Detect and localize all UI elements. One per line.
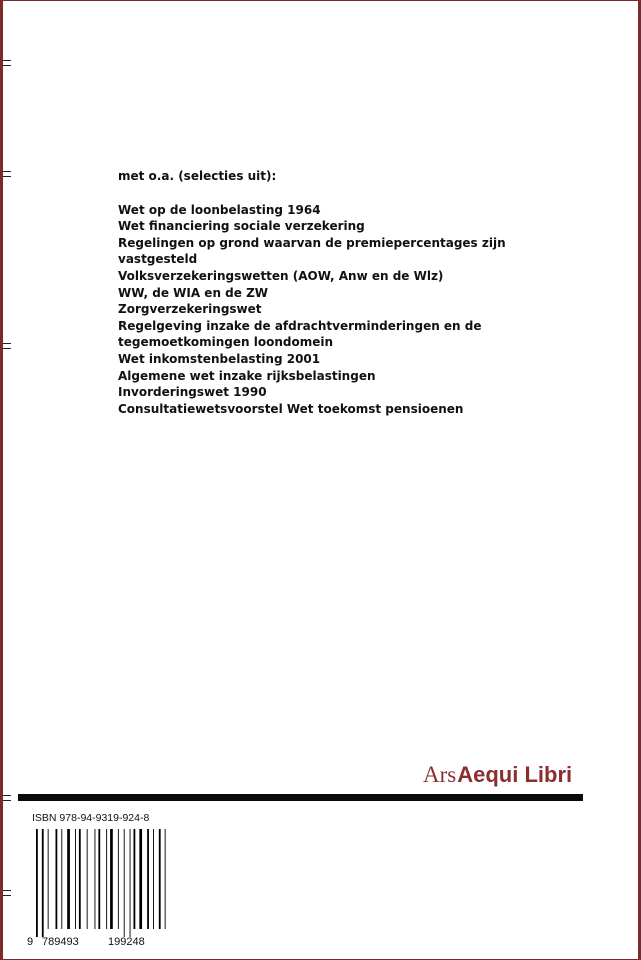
crop-mark bbox=[3, 171, 11, 177]
barcode-bar bbox=[165, 829, 166, 929]
isbn-label: ISBN 978-94-9319-924-8 bbox=[32, 812, 150, 824]
barcode-left-digits: 789493 bbox=[42, 936, 79, 948]
law-item: Volksverzekeringswetten (AOW, Anw en de Wlz) bbox=[118, 268, 444, 283]
law-item: tegemoetkomingen loondomein bbox=[118, 335, 334, 350]
law-item: Wet inkomstenbelasting 2001 bbox=[118, 351, 321, 366]
law-item: WW, de WIA en de ZW bbox=[118, 285, 269, 300]
barcode-bar bbox=[124, 829, 125, 937]
crop-mark bbox=[3, 343, 11, 349]
law-list bbox=[118, 202, 538, 418]
crop-mark bbox=[3, 60, 11, 66]
law-item: Regelgeving inzake de afdrachtverminderingen en de bbox=[118, 318, 482, 333]
barcode-bar bbox=[48, 829, 49, 929]
isbn-barcode bbox=[24, 829, 170, 949]
law-item: Wet financiering sociale verzekering bbox=[118, 219, 365, 234]
law-item: Algemene wet inzake rijksbelastingen bbox=[118, 368, 376, 383]
barcode-bar bbox=[130, 829, 131, 937]
crop-mark bbox=[3, 795, 11, 801]
contents-block bbox=[118, 168, 538, 417]
barcode-bar bbox=[110, 829, 113, 929]
publisher-logo-ars: Ars bbox=[423, 762, 457, 787]
barcode-lead-digit: 9 bbox=[27, 936, 34, 948]
law-item: Consultatiewetsvoorstel Wet toekomst pensioenen bbox=[118, 401, 464, 416]
law-item: Wet op de loonbelasting 1964 bbox=[118, 202, 321, 217]
contents-intro: met o.a. (selecties uit): bbox=[118, 169, 277, 183]
barcode-bar bbox=[61, 829, 62, 929]
barcode-bar bbox=[87, 829, 88, 929]
publisher-logo-name: Aequi Libri bbox=[457, 762, 573, 787]
barcode-bar bbox=[67, 829, 70, 929]
law-item: Regelingen op grond waarvan de premiepercentages zijn bbox=[118, 235, 506, 250]
barcode-bar bbox=[98, 829, 100, 929]
barcode-bar bbox=[153, 829, 154, 929]
law-item: vastgesteld bbox=[118, 252, 198, 267]
barcode-bar bbox=[106, 829, 107, 929]
barcode-right-digits: 199248 bbox=[108, 936, 145, 948]
barcode-bar bbox=[75, 829, 76, 929]
barcode-bar bbox=[118, 829, 119, 929]
barcode-bar bbox=[79, 829, 81, 929]
barcode-bar bbox=[42, 829, 44, 937]
barcode-bar bbox=[159, 829, 161, 929]
barcode-bars bbox=[36, 829, 170, 937]
publisher-logo bbox=[423, 762, 583, 788]
law-item: Invorderingswet 1990 bbox=[118, 385, 267, 400]
crop-mark bbox=[3, 890, 11, 896]
divider-bar bbox=[18, 794, 583, 801]
barcode-bar bbox=[95, 829, 96, 929]
barcode-bar bbox=[139, 829, 142, 929]
barcode-bar bbox=[134, 829, 136, 929]
barcode-bar bbox=[56, 829, 58, 929]
barcode-bar bbox=[36, 829, 38, 937]
law-item: Zorgverzekeringswet bbox=[118, 302, 262, 317]
barcode-bar bbox=[147, 829, 149, 929]
